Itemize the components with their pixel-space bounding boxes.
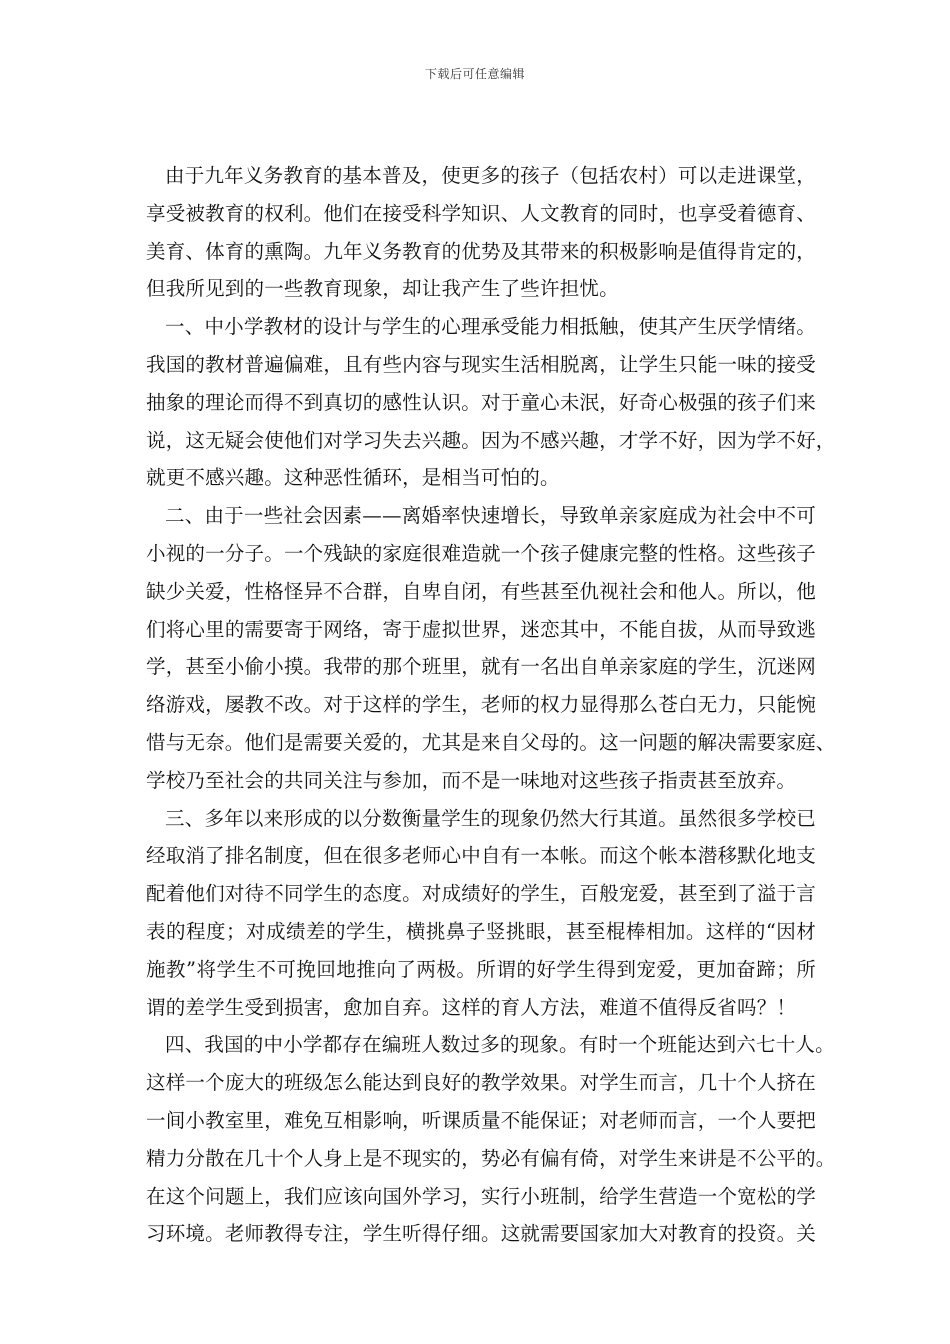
- paragraph-line: 经取消了排名制度，但在很多老师心中自有一本帐。而这个帐本潜移默化地支: [146, 844, 816, 868]
- paragraph-line: 惜与无奈。他们是需要关爱的，尤其是来自父母的。这一问题的解决需要家庭、: [146, 730, 836, 754]
- paragraph-line: 习环境。老师教得专注，学生听得仔细。这就需要国家加大对教育的投资。关: [146, 1222, 816, 1246]
- paragraph-line: 抽象的理论而得不到真切的感性认识。对于童心未泯，好奇心极强的孩子们来: [146, 390, 816, 414]
- paragraph-line: 美育、体育的熏陶。九年义务教育的优势及其带来的积极影响是值得肯定的，: [146, 239, 816, 263]
- paragraph-line: 四、我国的中小学都存在编班人数过多的现象。有时一个班能达到六七十人。: [165, 1033, 835, 1057]
- paragraph-line: 二、由于一些社会因素——离婚率快速增长，导致单亲家庭成为社会中不可: [165, 504, 816, 528]
- paragraph-line: 学，甚至小偷小摸。我带的那个班里，就有一名出自单亲家庭的学生，沉迷网: [146, 655, 816, 679]
- paragraph-line: 这样一个庞大的班级怎么能达到良好的教学效果。对学生而言，几十个人挤在: [146, 1071, 816, 1095]
- paragraph-line: 络游戏，屡教不改。对于这样的学生，老师的权力显得那么苍白无力，只能惋: [146, 693, 816, 717]
- paragraph-line: 小视的一分子。一个残缺的家庭很难造就一个孩子健康完整的性格。这些孩子: [146, 541, 816, 565]
- paragraph-line: 由于九年义务教育的基本普及，使更多的孩子（包括农村）可以走进课堂，: [165, 164, 816, 187]
- paragraph-line: 但我所见到的一些教育现象，却让我产生了些许担忧。: [146, 277, 619, 301]
- paragraph-line: 一间小教室里，难免互相影响，听课质量不能保证；对老师而言，一个人要把: [146, 1108, 816, 1132]
- paragraph-line: 三、多年以来形成的以分数衡量学生的现象仍然大行其道。虽然很多学校已: [165, 806, 816, 830]
- paragraph-line: 表的程度；对成绩差的学生，横挑鼻子竖挑眼，甚至棍棒相加。这样的“因材: [146, 919, 816, 943]
- page-header: 下载后可任意编辑: [424, 67, 525, 81]
- paragraph-line: 配着他们对待不同学生的态度。对成绩好的学生，百般宠爱，甚至到了溢于言: [146, 882, 816, 906]
- paragraph-line: 说，这无疑会使他们对学习失去兴趣。因为不感兴趣，才学不好，因为学不好，: [146, 428, 836, 452]
- paragraph-line: 缺少关爱，性格怪异不合群，自卑自闭，有些甚至仇视社会和他人。所以，他: [146, 579, 816, 603]
- paragraph-line: 在这个问题上，我们应该向国外学习，实行小班制，给学生营造一个宽松的学: [146, 1184, 816, 1208]
- paragraph-line: 一、中小学教材的设计与学生的心理承受能力相抵触，使其产生厌学情绪。: [165, 315, 816, 339]
- paragraph-line: 们将心里的需要寄于网络，寄于虚拟世界，迷恋其中，不能自拔，从而导致逃: [146, 617, 816, 641]
- paragraph-line: 就更不感兴趣。这种恶性循环，是相当可怕的。: [146, 466, 560, 490]
- paragraph-line: 享受被教育的权利。他们在接受科学知识、人文教育的同时，也享受着德育、: [146, 201, 816, 225]
- paragraph-line: 我国的教材普遍偏难，且有些内容与现实生活相脱离，让学生只能一味的接受: [146, 352, 816, 376]
- paragraph-line: 精力分散在几十个人身上是不现实的，势必有偏有倚，对学生来讲是不公平的。: [146, 1146, 836, 1170]
- paragraph-line: 谓的差学生受到损害，愈加自弃。这样的育人方法，难道不值得反省吗？！: [146, 995, 797, 1019]
- paragraph-line: 施教”将学生不可挽回地推向了两极。所谓的好学生得到宠爱，更加奋蹄；所: [146, 957, 816, 981]
- paragraph-line: 学校乃至社会的共同关注与参加，而不是一味地对这些孩子指责甚至放弃。: [146, 768, 797, 792]
- document-body: [146, 157, 836, 1253]
